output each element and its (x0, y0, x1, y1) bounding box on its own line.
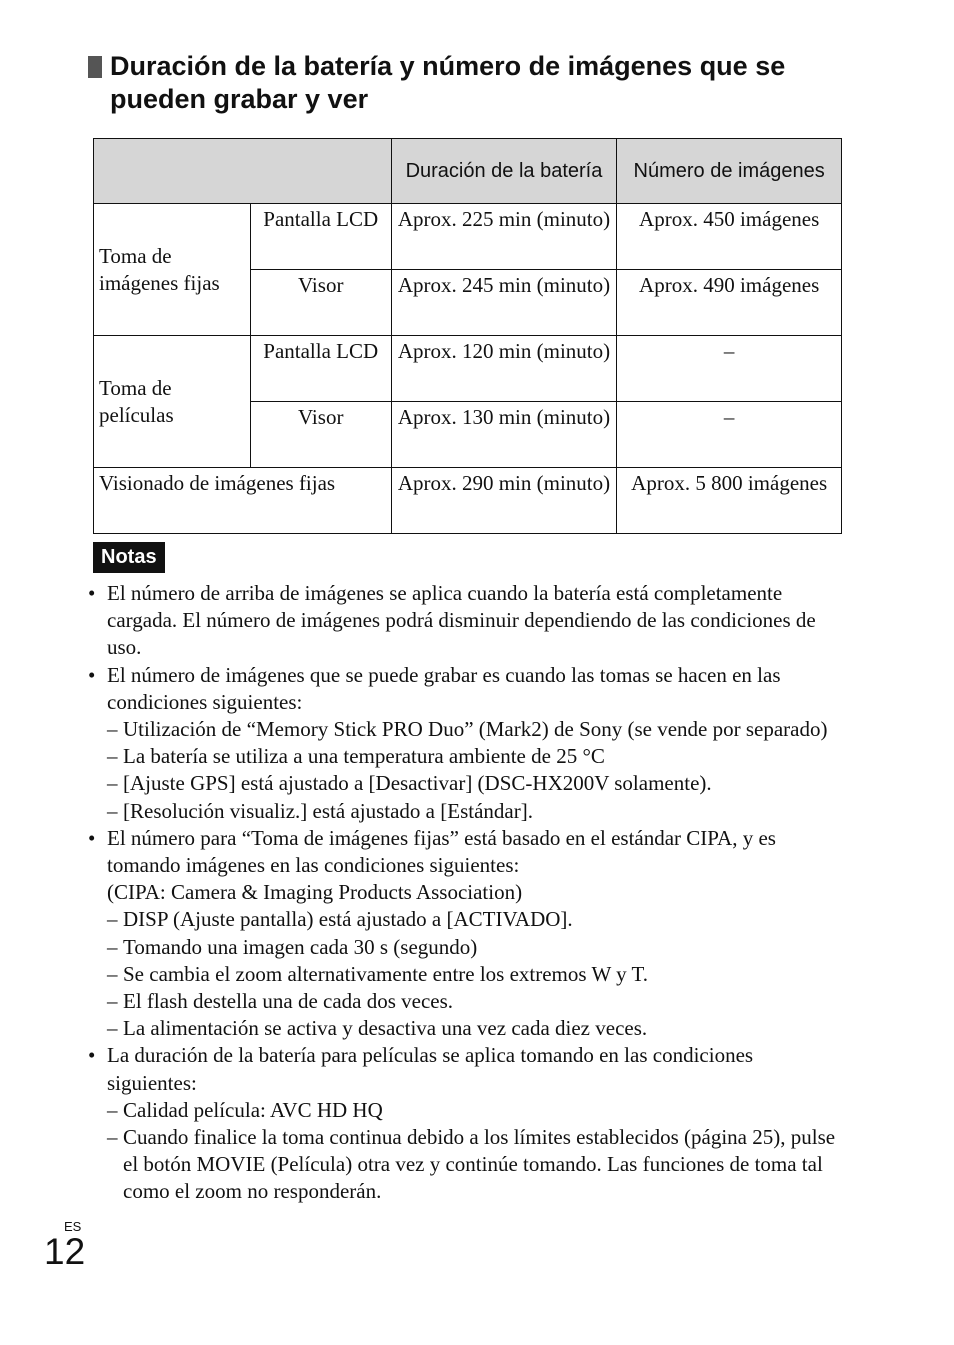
table-header-cell (94, 139, 392, 204)
bullet: • (88, 662, 96, 687)
mode-cell: Pantalla LCD (250, 204, 391, 270)
bullet: • (88, 825, 96, 850)
note-text: El número de imágenes que se puede grabar es cuando las tomas se hacen en las condiciones siguientes: (107, 662, 781, 714)
images-cell: Aprox. 450 imágenes (617, 204, 842, 270)
notes-badge: Notas (93, 542, 165, 573)
mode-cell: Pantalla LCD (250, 336, 391, 402)
sub-text: Tomando una imagen cada 30 s (segundo) (123, 934, 478, 959)
note-extra: (CIPA: Camera & Imaging Products Association) (107, 880, 523, 905)
page-title: Duración de la batería y número de imágenes que se pueden grabar y ver (110, 51, 786, 114)
sub-text: [Ajuste GPS] está ajustado a [Desactivar] (DSC-HX200V solamente). (123, 771, 712, 796)
mode-cell: Visor (250, 270, 391, 336)
note-text: La duración de la batería para películas se aplica tomando en las condiciones siguientes: (107, 1043, 754, 1095)
group-label: Toma de imágenes fijas (94, 204, 251, 336)
sub-text: La batería se utiliza a una temperatura ambiente de 25 °C (123, 744, 605, 769)
section-heading (88, 50, 848, 116)
battery-table (93, 138, 842, 534)
page-number: 12 (44, 1231, 86, 1272)
note-item (88, 825, 848, 1043)
duration-cell: Aprox. 290 min (minuto) (391, 468, 617, 534)
duration-cell: Aprox. 130 min (minuto) (391, 402, 617, 468)
table-row (94, 336, 842, 402)
sub-text: El flash destella una de cada dos veces. (123, 989, 454, 1014)
note-item (88, 662, 848, 825)
sub-item: – Tomando una imagen cada 30 s (segundo) (107, 934, 478, 959)
note-text: El número para “Toma de imágenes fijas” está basado en el estándar CIPA, y es tomando imágenes en las condiciones siguientes: (107, 825, 776, 878)
note-text: El número de arriba de imágenes se aplica cuando la batería está completamente cargada. El número de imágenes podrá disminuir dependiendo de las condiciones de uso. (107, 581, 816, 660)
viewing-label: Visionado de imágenes fijas (94, 468, 392, 534)
bullet: • (88, 1043, 96, 1068)
table-row (94, 204, 842, 270)
images-cell: – (617, 402, 842, 468)
sub-text: La alimentación se activa y desactiva una vez cada diez veces. (123, 1016, 648, 1041)
sub-text: [Resolución visualiz.] está ajustado a [Estándar]. (123, 798, 533, 823)
group-label: Toma de películas (94, 336, 251, 468)
duration-cell: Aprox. 120 min (minuto) (391, 336, 617, 402)
notes-list (88, 580, 848, 1206)
images-cell: Aprox. 490 imágenes (617, 270, 842, 336)
sub-text: Cuando finalice la toma continua debido a los límites establecidos (página 25), pulse el botón MOVIE (Película) otra vez y continúe tomando. Las funciones de toma tal como el zoom no responderán. (123, 1125, 836, 1204)
sub-text: Calidad película: AVC HD HQ (123, 1097, 383, 1122)
sub-text: Se cambia el zoom alternativamente entre los extremos W y T. (123, 961, 649, 986)
sub-item: – DISP (Ajuste pantalla) está ajustado a [ACTIVADO]. (107, 907, 573, 932)
sub-item: – [Resolución visualiz.] está ajustado a [Estándar]. (107, 798, 533, 823)
bullet: • (88, 581, 96, 605)
images-cell: – (617, 336, 842, 402)
table-header-row (94, 139, 842, 204)
sub-item: – Cuando finalice la toma continua debido a los límites establecidos (página 25), pulse el botón MOVIE (Película) otra vez y continúe tomando. Las funciones de toma tal como el zoom no responderán. (107, 1125, 836, 1204)
table-header-cell: Duración de la batería (391, 139, 617, 204)
sub-item: – La batería se utiliza a una temperatura ambiente de 25 °C (107, 744, 605, 769)
table-row (94, 468, 842, 534)
note-item (88, 580, 848, 662)
sub-item: – La alimentación se activa y desactiva una vez cada diez veces. (107, 1016, 648, 1041)
sub-item: – El flash destella una de cada dos veces. (107, 989, 454, 1014)
sub-item: – Calidad película: AVC HD HQ (107, 1097, 383, 1122)
sub-item: – [Ajuste GPS] está ajustado a [Desactivar] (DSC-HX200V solamente). (107, 771, 712, 796)
sub-text: DISP (Ajuste pantalla) está ajustado a [ACTIVADO]. (123, 907, 573, 932)
mode-cell: Visor (250, 402, 391, 468)
sub-text: Utilización de “Memory Stick PRO Duo” (Mark2) de Sony (se vende por separado) (123, 717, 828, 742)
duration-cell: Aprox. 225 min (minuto) (391, 204, 617, 270)
sub-item: – Se cambia el zoom alternativamente entre los extremos W y T. (107, 961, 649, 986)
table-header-cell: Número de imágenes (617, 139, 842, 204)
sub-item: – Utilización de “Memory Stick PRO Duo” (Mark2) de Sony (se vende por separado) (107, 717, 828, 742)
heading-marker (88, 56, 102, 78)
images-cell: Aprox. 5 800 imágenes (617, 468, 842, 534)
language-code: ES (64, 1219, 82, 1234)
duration-cell: Aprox. 245 min (minuto) (391, 270, 617, 336)
note-item (88, 1042, 848, 1205)
